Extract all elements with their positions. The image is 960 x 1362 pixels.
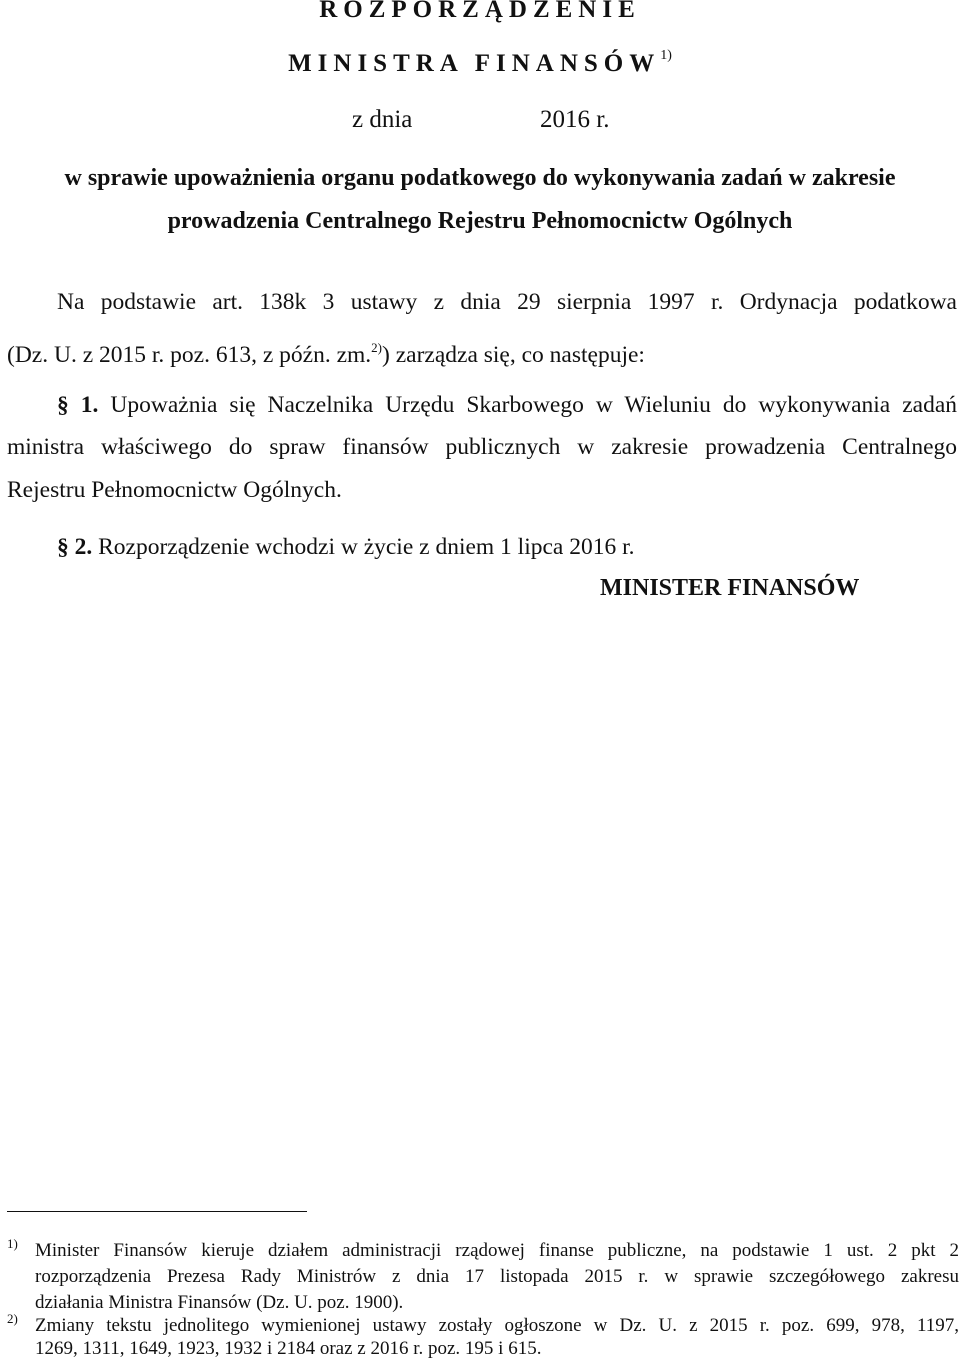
preamble-line-2 xyxy=(7,325,957,378)
footnote-1-mark: 1) xyxy=(7,1236,18,1251)
footnote-1-line-3: działania Ministra Finansów (Dz. U. poz. 1900). xyxy=(35,1292,404,1313)
section-2-text: Rozporządzenie wchodzi w życie z dniem 1 lipca 2016 r. xyxy=(98,534,635,560)
footnote-2-mark: 2) xyxy=(7,1311,18,1326)
preamble-text: (Dz. U. z 2015 r. poz. 613, z późn. zm. xyxy=(7,342,372,368)
section-2-number: 2. xyxy=(74,534,93,560)
section-1-text: Upoważnia się Naczelnika Urzędu Skarbowego w Wieluniu do wykonywania zadań xyxy=(110,392,958,418)
preamble-text-end: ) zarządza się, co następuje: xyxy=(382,342,645,368)
date-year: 2016 r. xyxy=(540,106,610,133)
subject-line-1: w sprawie upoważnienia organu podatkowego do wykonywania zadań w zakresie xyxy=(64,165,896,191)
section-symbol: § xyxy=(57,534,75,560)
signature: MINISTER FINANSÓW xyxy=(600,575,860,601)
footnote-separator xyxy=(7,1211,307,1212)
section-2-line-1 xyxy=(57,524,957,570)
footnote-2-line-2: 1269, 1311, 1649, 1923, 1932 i 2184 oraz z 2016 r. poz. 195 i 615. xyxy=(35,1338,542,1359)
footnote-ref-1[interactable]: 1) xyxy=(660,48,672,63)
section-1-number: 1. xyxy=(80,392,99,418)
section-symbol: § xyxy=(57,392,81,418)
subject-line-2: prowadzenia Centralnego Rejestru Pełnomocnictw Ogólnych xyxy=(167,208,793,234)
section-1-line-2: ministra właściwego do spraw finansów publicznych w zakresie prowadzenia Centralnego xyxy=(7,434,957,460)
document-type-heading: ROZPORZĄDZENIE xyxy=(319,0,641,23)
preamble-line-1: Na podstawie art. 138k 3 ustawy z dnia 29 sierpnia 1997 r. Ordynacja podatkowa xyxy=(57,289,957,315)
footnote-2-line-1: Zmiany tekstu jednolitego wymienionej ustawy zostały ogłoszone w Dz. U. z 2015 r. poz. 699, 978, 1197, xyxy=(35,1315,959,1336)
date-prefix: z dnia xyxy=(352,106,413,133)
footnote-1-line-1: Minister Finansów kieruje działem administracji rządowej finanse publiczne, na podstawie 1 ust. 2 pkt 2 xyxy=(35,1240,959,1261)
footnote-ref-2[interactable]: 2) xyxy=(371,340,383,355)
footnote-1-line-2: rozporządzenia Prezesa Rady Ministrów z dnia 17 listopada 2015 r. w sprawie szczegółowego zakresu xyxy=(35,1266,959,1287)
issuer-heading xyxy=(0,48,960,78)
issuer-text: MINISTRA FINANSÓW xyxy=(288,50,661,77)
section-1-line-1 xyxy=(57,382,957,428)
section-1-line-3: Rejestru Pełnomocnictw Ogólnych. xyxy=(7,477,342,503)
